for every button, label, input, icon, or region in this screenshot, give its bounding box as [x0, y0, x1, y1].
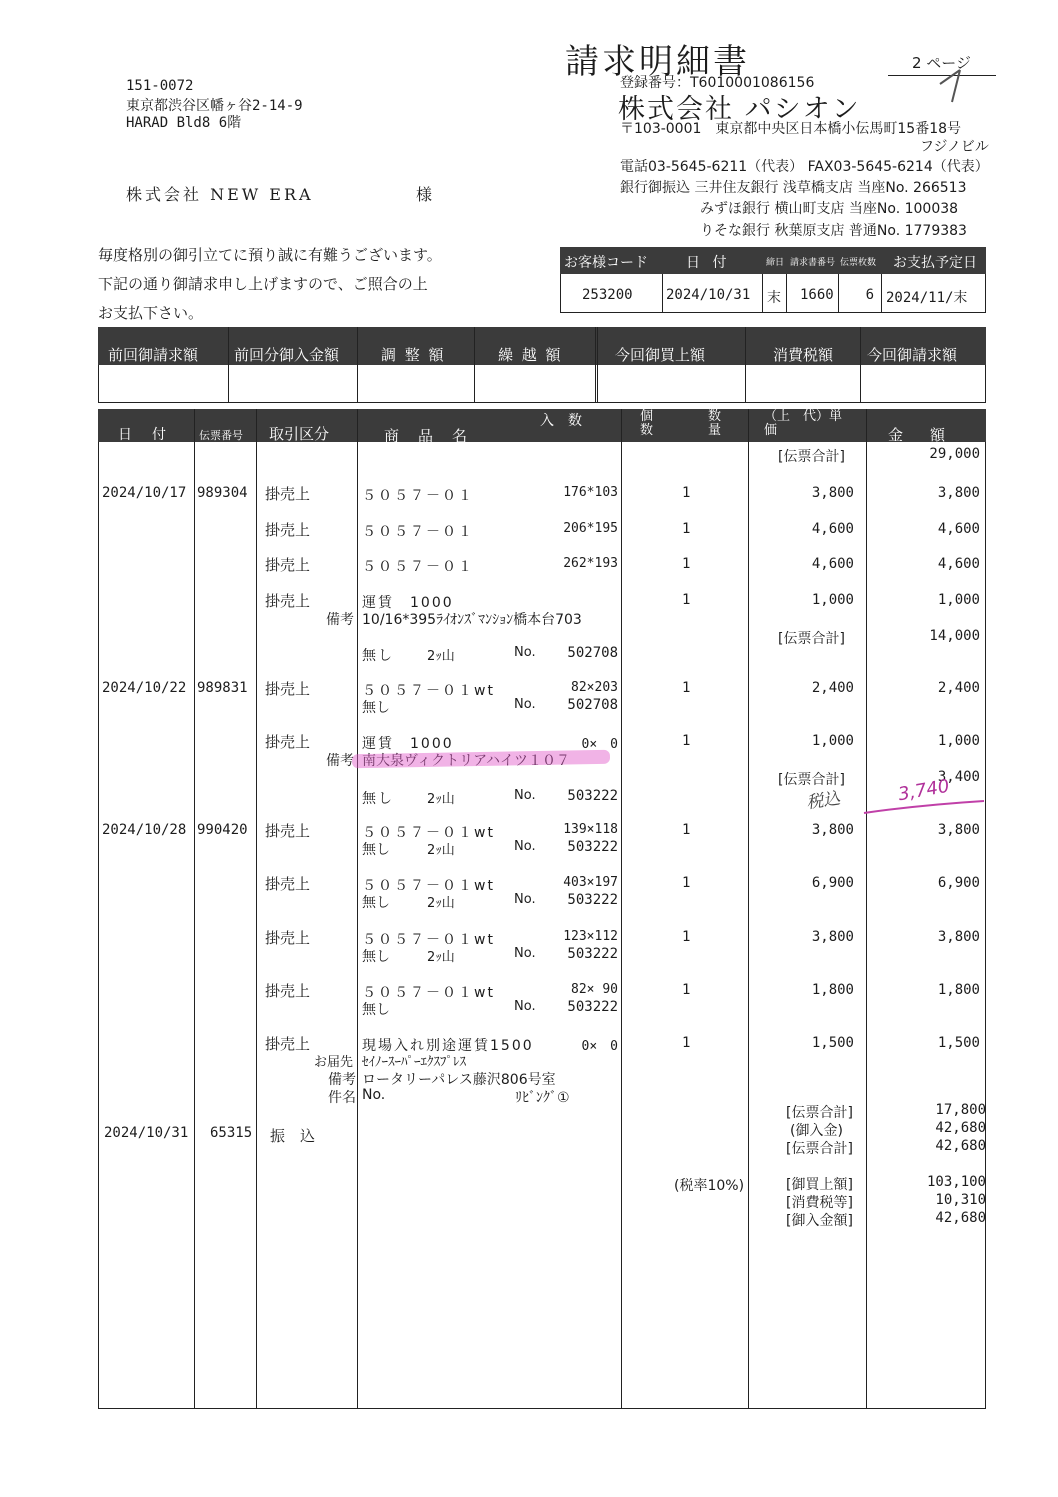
line-unit-price: 6,900	[811, 875, 854, 891]
line-sub: 無し	[362, 1002, 390, 1018]
line-size: 82× 90	[571, 982, 618, 997]
line-unit-price: 3,800	[811, 822, 854, 838]
line-quantity: 1	[682, 929, 691, 945]
line-product: ５０５７－０１	[362, 488, 474, 504]
total-tax: 10,310	[935, 1192, 986, 1208]
greeting-line-1: 毎度格別の御引立てに預り誠に有難うございます。	[98, 246, 442, 264]
line-unit-price: 4,600	[811, 556, 854, 572]
line-unit-price: 2,400	[811, 680, 854, 696]
recipient-address-2: HARAD Bld8 6階	[126, 115, 242, 131]
line-size: 0× 0	[581, 1039, 618, 1054]
subject-tag: ﾘﾋﾞﾝｸﾞ①	[515, 1090, 570, 1106]
bank-1: 銀行御振込 三井住友銀行 浅草橋支店 当座No. 266513	[620, 180, 967, 196]
line-transaction-type: 掛売上	[265, 485, 311, 503]
bank-3: りそな銀行 秋葉原支店 普通No. 1779383	[700, 223, 967, 239]
company-address: 〒103-0001 東京都中央区日本橋小伝馬町15番18号	[620, 121, 962, 137]
greeting-line-3: お支払下さい。	[98, 304, 204, 322]
line-amount: 3,800	[937, 485, 980, 501]
summary-adjustment: 調 整 額	[381, 346, 446, 364]
line-slip-number: 989831	[197, 680, 248, 696]
line-amount: 1,000	[937, 592, 980, 608]
summary-tax: 消費税額	[773, 346, 834, 364]
total-payment: 42,680	[935, 1210, 986, 1226]
line-date: 2024/10/22	[102, 680, 187, 696]
line-unit-price: 1,800	[811, 982, 854, 998]
line-unit-price: 1,000	[811, 733, 854, 749]
line-unit-price: 3,800	[811, 929, 854, 945]
line-product: ５０５７－０１wt	[362, 825, 495, 841]
total-label-tax: [消費税等]	[786, 1195, 853, 1211]
info-header-invoice-no: 請求書番号	[790, 258, 836, 268]
payment-value-3: 42,680	[935, 1138, 986, 1154]
slip-total-value: 14,000	[929, 628, 980, 644]
summary-current-billed: 今回御請求額	[867, 346, 958, 364]
line-reference: 503222	[567, 999, 618, 1015]
line-quantity: 1	[682, 733, 691, 749]
payment-date: 2024/10/31	[104, 1125, 189, 1141]
handwritten-amount: 3,740	[896, 775, 951, 806]
info-header-slip-count: 伝票枚数	[840, 258, 877, 268]
line-product: 現場入れ別途運賃1500	[362, 1038, 534, 1054]
line-no-label: No.	[514, 892, 536, 907]
delivery-to: ｾｲﾉｰｽｰﾊﾟｰｴｸｽﾌﾟﾚｽ	[362, 1055, 466, 1070]
line-product: 無し	[362, 791, 394, 807]
col-unit-price: （上 代）単 価	[764, 409, 856, 438]
line-quantity: 1	[682, 982, 691, 998]
line-reference: 503222	[567, 788, 618, 804]
line-reference: 503222	[567, 946, 618, 962]
slip-total-label: [伝票合計]	[778, 449, 845, 465]
line-size: 139×118	[563, 822, 618, 837]
delivery-note-label: 備考	[328, 1072, 356, 1088]
line-reference: 503222	[567, 839, 618, 855]
line-slip-number: 989304	[197, 485, 248, 501]
recipient-postal: 151-0072	[126, 78, 194, 94]
info-header-date: 日 付	[686, 255, 731, 271]
line-reference: 503222	[567, 892, 618, 908]
line-unit-price: 1,500	[811, 1035, 854, 1051]
line-sub: 無し	[362, 842, 390, 858]
line-note-label: 備考	[326, 753, 354, 769]
col-product: 商 品 名	[384, 427, 470, 445]
line-sub: 無し	[362, 949, 390, 965]
line-transaction-type: 掛売上	[265, 1035, 311, 1053]
slip-total-label: [伝票合計]	[778, 631, 845, 647]
line-no-label: No.	[514, 697, 536, 712]
col-date: 日 付	[118, 427, 169, 443]
handwritten-page-mark	[930, 62, 970, 106]
line-amount: 3,800	[937, 929, 980, 945]
greeting-line-2: 下記の通り御請求申し上げますので、ご照合の上	[98, 275, 428, 293]
payment-label-2: (御入金)	[790, 1123, 843, 1139]
company-tel-fax: 電話03-5645-6211（代表） FAX03-5645-6214（代表）	[620, 159, 989, 175]
line-amount: 6,900	[937, 875, 980, 891]
col-type: 取引区分	[269, 425, 330, 443]
customer-code: 253200	[582, 287, 633, 303]
col-slip: 伝票番号	[199, 429, 243, 442]
document-title: 請求明細書	[565, 42, 750, 82]
payment-slip: 65315	[210, 1125, 253, 1141]
line-size: 206*195	[563, 521, 618, 536]
line-date: 2024/10/17	[102, 485, 187, 501]
line-note: 南大泉ヴィクトリアハイツ１０７	[362, 753, 571, 769]
info-header-customer-code: お客様コード	[564, 255, 648, 271]
line-size: 176*103	[563, 485, 618, 500]
delivery-to-label: お届先	[314, 1055, 354, 1070]
tax-rate: (税率10%)	[674, 1178, 745, 1194]
line-transaction-type: 掛売上	[265, 929, 311, 947]
handwritten-amount-underline	[860, 795, 990, 819]
info-header-due-date: お支払予定日	[893, 255, 977, 271]
line-mountain: 2ｯ山	[427, 792, 455, 807]
payment-type: 振 込	[270, 1127, 316, 1145]
line-transaction-type: 掛売上	[265, 521, 311, 539]
line-product: 運賃 1000	[362, 595, 454, 611]
line-quantity: 1	[682, 521, 691, 537]
info-header-closing: 締日	[766, 258, 785, 268]
line-transaction-type: 掛売上	[265, 733, 311, 751]
slip-count: 6	[865, 287, 874, 303]
line-product: 無し	[362, 648, 394, 664]
company-name: 株式会社 パシオン	[618, 94, 861, 125]
page-mark-text	[920, 60, 921, 61]
line-transaction-type: 掛売上	[265, 556, 311, 574]
company-building: フジノビル	[920, 139, 989, 155]
line-quantity: 1	[682, 680, 691, 696]
line-amount: 1,000	[937, 733, 980, 749]
total-label-payment: [御入金額]	[786, 1213, 853, 1229]
line-quantity: 1	[682, 1035, 691, 1051]
line-no-label: No.	[514, 839, 536, 854]
line-product: ５０５７－０１	[362, 524, 474, 540]
line-unit-price: 1,000	[811, 592, 854, 608]
line-mountain: 2ｯ山	[427, 843, 455, 858]
subject-no: No.	[362, 1087, 386, 1103]
recipient-name: 株式会社 NEW ERA	[126, 185, 314, 204]
line-size: 0× 0	[581, 737, 618, 752]
line-quantity: 1	[682, 822, 691, 838]
total-label-purchases: [御買上額]	[786, 1177, 853, 1193]
line-size: 403×197	[563, 875, 618, 890]
line-quantity: 1	[682, 592, 691, 608]
invoice-number: 1660	[800, 287, 834, 303]
line-transaction-type: 掛売上	[265, 680, 311, 698]
line-no-label: No.	[514, 645, 536, 660]
payment-value-2: 42,680	[935, 1120, 986, 1136]
summary-prev-billed: 前回御請求額	[108, 346, 199, 364]
line-mountain: 2ｯ山	[427, 896, 455, 911]
line-quantity: 1	[682, 556, 691, 572]
line-quantity: 1	[682, 875, 691, 891]
slip-total-value: 29,000	[929, 446, 980, 462]
line-unit-price: 4,600	[811, 521, 854, 537]
page-number: 2 ページ	[912, 54, 972, 72]
closing-day: 末	[767, 290, 781, 306]
line-product: ５０５７－０１	[362, 559, 474, 575]
summary-purchases: 今回御買上額	[615, 346, 706, 364]
line-amount: 4,600	[937, 556, 980, 572]
line-amount: 4,600	[937, 521, 980, 537]
line-mountain: 2ｯ山	[427, 950, 455, 965]
line-transaction-type: 掛売上	[265, 982, 311, 1000]
line-mountain: 2ｯ山	[427, 649, 455, 664]
line-unit-price: 3,800	[811, 485, 854, 501]
line-product: ５０５７－０１wt	[362, 683, 495, 699]
col-qty: 数量	[708, 409, 722, 438]
payment-value-1: 17,800	[935, 1102, 986, 1118]
line-size: 123×112	[563, 929, 618, 944]
col-amount: 金 額	[888, 426, 952, 444]
line-amount: 3,800	[937, 822, 980, 838]
line-no-label: No.	[514, 788, 536, 803]
slip-total-label: [伝票合計]	[778, 772, 845, 788]
line-size: 262*193	[563, 556, 618, 571]
line-note: 10/16*395ﾗｲｵﾝｽﾞﾏﾝｼｮﾝ橋本台703	[362, 612, 582, 628]
line-transaction-type: 掛売上	[265, 592, 311, 610]
payment-label-3: [伝票合計]	[786, 1141, 853, 1157]
line-size: 82×203	[571, 680, 618, 695]
registration-number: 登録番号：T6010001086156	[620, 75, 815, 91]
due-date: 2024/11/末	[886, 290, 968, 306]
recipient-honorific: 様	[416, 185, 433, 204]
summary-prev-paid: 前回分御入金額	[234, 346, 340, 364]
line-no-label: No.	[514, 946, 536, 961]
total-purchases: 103,100	[926, 1174, 986, 1190]
line-amount: 1,500	[937, 1035, 980, 1051]
bank-2: みずほ銀行 横山町支店 当座No. 100038	[700, 201, 959, 217]
recipient-address-1: 東京都渋谷区幡ヶ谷2-14-9	[126, 98, 303, 114]
line-sub: 無し	[362, 895, 390, 911]
line-transaction-type: 掛売上	[265, 822, 311, 840]
line-transaction-type: 掛売上	[265, 875, 311, 893]
line-product: ５０５７－０１wt	[362, 985, 495, 1001]
delivery-note: ロータリーパレス藤沢806号室	[362, 1072, 556, 1088]
subject-label: 件名	[328, 1090, 356, 1106]
line-note-label: 備考	[326, 612, 354, 628]
line-quantity: 1	[682, 485, 691, 501]
line-reference: 502708	[567, 697, 618, 713]
line-reference: 502708	[567, 645, 618, 661]
col-entry: 入 数	[540, 413, 582, 429]
line-amount: 2,400	[937, 680, 980, 696]
handwritten-tax-included: 税込	[805, 788, 842, 814]
line-amount: 1,800	[937, 982, 980, 998]
summary-carryover: 繰 越 額	[498, 346, 563, 364]
line-product: 運賃 1000	[362, 736, 454, 752]
line-date: 2024/10/28	[102, 822, 187, 838]
payment-label-1: [伝票合計]	[786, 1105, 853, 1121]
invoice-date: 2024/10/31	[666, 287, 751, 303]
slip-total-value: 3,400	[937, 769, 980, 785]
col-pieces: 個数	[640, 409, 654, 438]
line-slip-number: 990420	[197, 822, 248, 838]
line-no-label: No.	[514, 999, 536, 1014]
line-sub: 無し	[362, 700, 390, 716]
line-product: ５０５７－０１wt	[362, 932, 495, 948]
line-product: ５０５７－０１wt	[362, 878, 495, 894]
